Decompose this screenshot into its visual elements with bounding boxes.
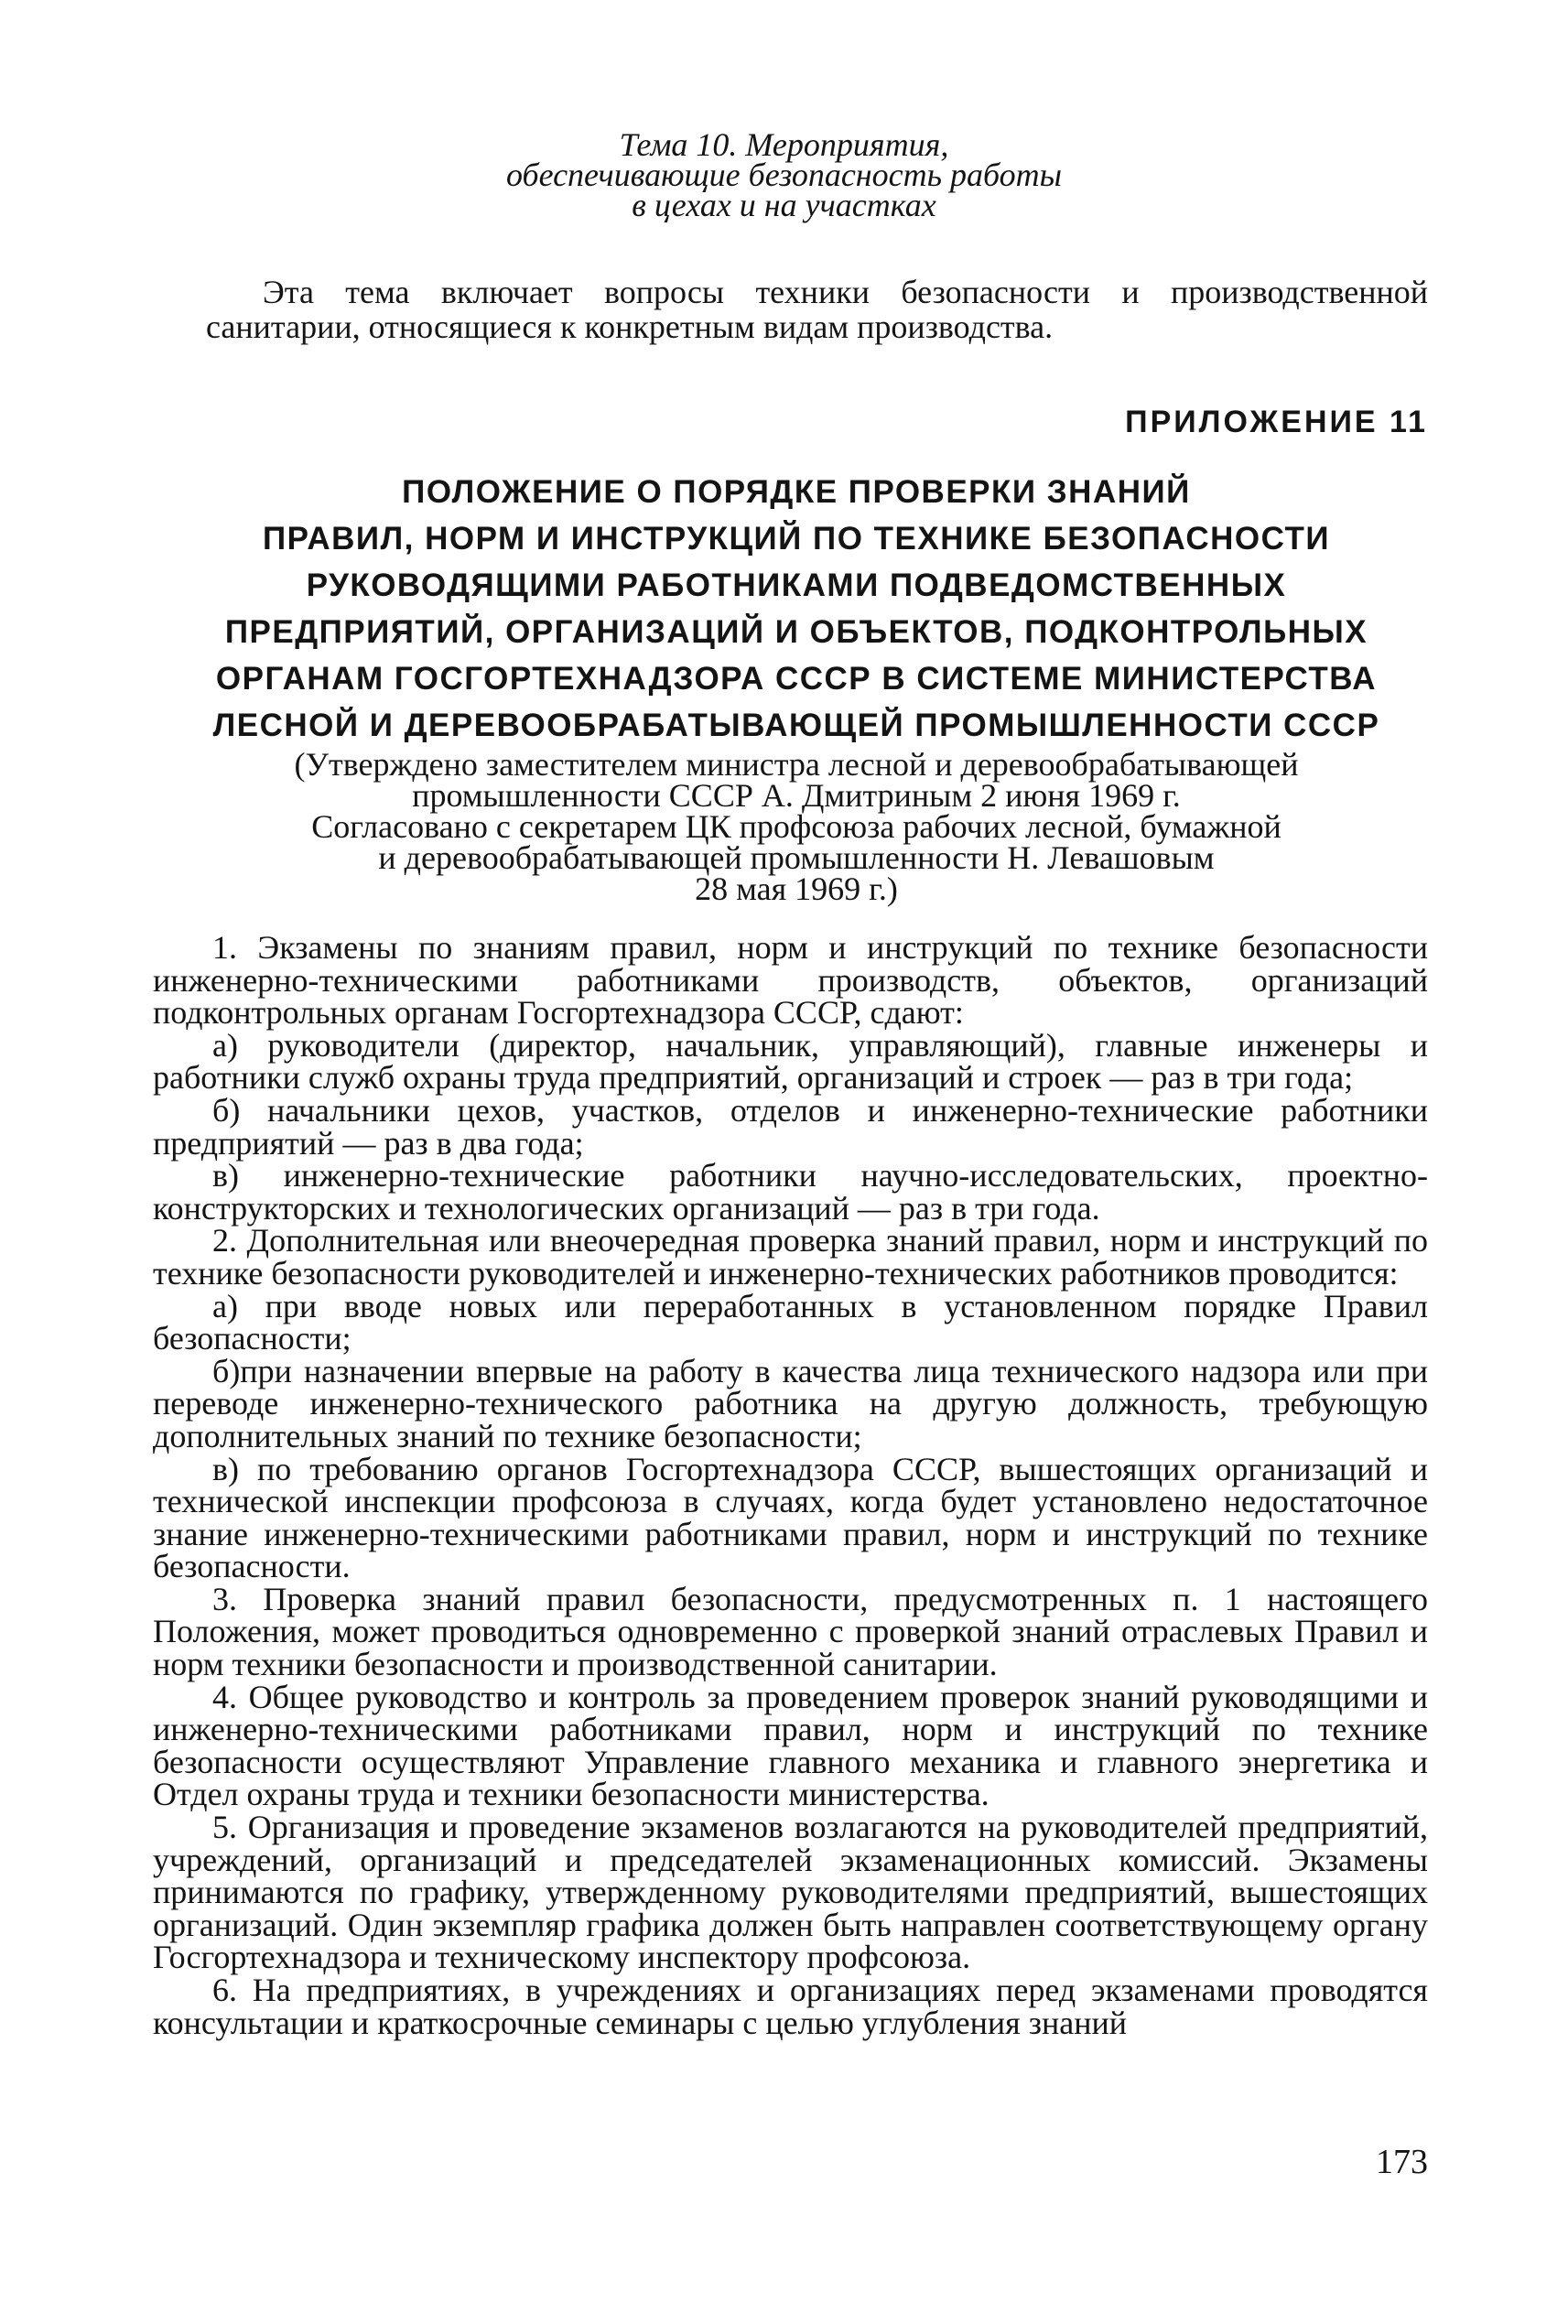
approval-line: промышленности СССР А. Дмитриным 2 июня 1969 г. — [412, 777, 1181, 814]
topic-line: Тема 10. Мероприятия, — [619, 126, 949, 163]
approval-note — [156, 746, 1437, 907]
title-line: ПРАВИЛ, НОРМ И ИНСТРУКЦИЙ ПО ТЕХНИКЕ БЕЗОПАСНОСТИ — [262, 521, 1331, 557]
paragraph-6: 6. На предприятиях, в учреждениях и организациях перед экзаменами проводятся консультации и краткосрочные семинары с целью углубления знаний — [153, 1972, 1428, 2041]
topic-line: в цехах и на участках — [632, 187, 936, 223]
paragraph-2a: а) при вводе новых или переработанных в установленном порядке Правил безопасности; — [153, 1287, 1428, 1357]
topic-heading — [0, 126, 1568, 223]
paragraph-1c: в) инженерно-технические работники научно-исследовательских, проектно-конструкторских и технологических организаций — раз в три года. — [153, 1157, 1428, 1227]
approval-line: (Утверждено заместителем министра лесной и деревообрабатывающей — [294, 746, 1299, 783]
page-number: 173 — [1376, 2143, 1428, 2181]
appendix-label: ПРИЛОЖЕНИЕ 11 — [1125, 405, 1428, 439]
approval-line: 28 мая 1969 г.) — [695, 870, 898, 907]
paragraph-2b: б)при назначении впервые на работу в качества лица технического надзора или при переводе инженерно-технического работника на другую должность, требующую дополнительных знаний по технике безопасности; — [153, 1352, 1428, 1454]
regulation-body — [153, 929, 1428, 2041]
title-line: ПРЕДПРИЯТИЙ, ОРГАНИЗАЦИЙ И ОБЪЕКТОВ, ПОДКОНТРОЛЬНЫХ — [224, 614, 1368, 650]
paragraph-2c: в) по требованию органов Госгортехнадзора СССР, вышестоящих организаций и технической инспекции профсоюза в случаях, когда будет установлено недостаточное знание инженерно-техническими работниками правил, норм и инструкций по технике безопасности. — [153, 1450, 1428, 1585]
title-line: ЛЕСНОЙ И ДЕРЕВООБРАБАТЫВАЮЩЕЙ ПРОМЫШЛЕННОСТИ СССР — [212, 708, 1380, 743]
topic-description: Эта тема включает вопросы техники безопасности и производственной санитарии, относящиеся к конкретным видам производства. — [206, 274, 1428, 345]
document-title — [156, 469, 1437, 749]
paragraph-1: 1. Экзамены по знаниям правил, норм и инструкций по технике безопасности инженерно-техническими работниками производств, объектов, организаций подконтрольных органам Госгортехнадзора СССР, сдают: — [153, 929, 1428, 1032]
paragraph-2: 2. Дополнительная или внеочередная проверка знаний правил, норм и инструкций по технике безопасности руководителей и инженерно-технических работников проводится: — [153, 1222, 1428, 1292]
topic-line: обеспечивающие безопасность работы — [505, 157, 1063, 193]
paragraph-3: 3. Проверка знаний правил безопасности, предусмотренных п. 1 настоящего Положения, может проводиться одновременно с проверкой знаний отраслевых Правил и норм техники безопасности и производственной санитарии. — [153, 1580, 1428, 1683]
approval-line: Согласовано с секретарем ЦК профсоюза рабочих лесной, бумажной — [311, 808, 1281, 845]
paragraph-4: 4. Общее руководство и контроль за проведением проверок знаний руководящими и инженерно-техническими работниками правил, норм и инструкций по технике безопасности осуществляют Управление главного механика и главного энергетика и Отдел охраны труда и техники безопасности министерства. — [153, 1678, 1428, 1813]
title-line: ОРГАНАМ ГОСГОРТЕХНАДЗОРА СССР В СИСТЕМЕ МИНИСТЕРСТВА — [215, 661, 1378, 697]
paragraph-1a: а) руководители (директор, начальник, управляющий), главные инженеры и работники служб охраны труда предприятий, организаций и строек — раз в три года; — [153, 1026, 1428, 1097]
title-line: ПОЛОЖЕНИЕ О ПОРЯДКЕ ПРОВЕРКИ ЗНАНИЙ — [402, 474, 1191, 510]
paragraph-1b: б) начальники цехов, участков, отделов и инженерно-технические работники предприятий — раз в два года; — [153, 1091, 1428, 1162]
approval-line: и деревообрабатывающей промышленности Н. Левашовым — [378, 839, 1215, 876]
paragraph-5: 5. Организация и проведение экзаменов возлагаются на руководителей предприятий, учреждений, организаций и председателей экзаменационных комиссий. Экзамены принимаются по графику, утвержденному руководителями предприятий, вышестоящих организаций. Один экземпляр графика должен быть направлен соответствующему органу Госгортехнадзора и техническому инспектору профсоюза. — [153, 1809, 1428, 1976]
title-line: РУКОВОДЯЩИМИ РАБОТНИКАМИ ПОДВЕДОМСТВЕННЫХ — [306, 567, 1287, 603]
